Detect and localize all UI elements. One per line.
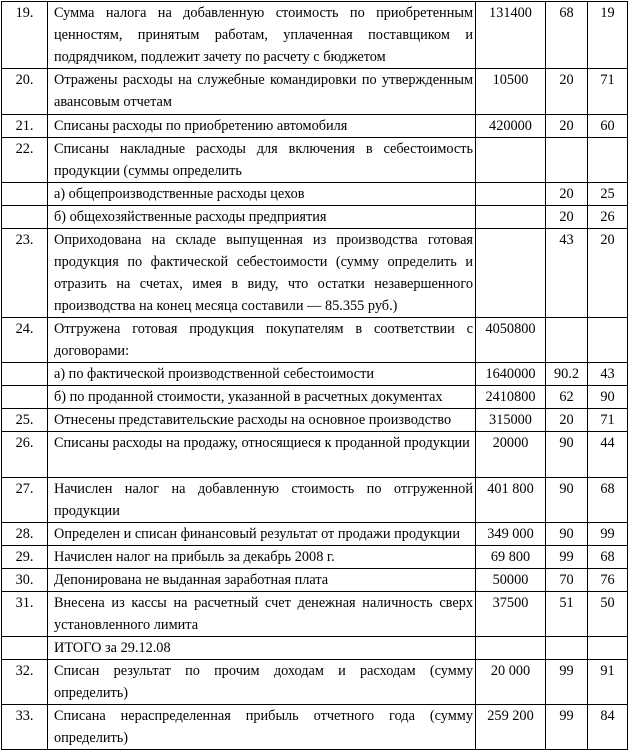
row-number: 19. (2, 2, 48, 69)
credit-account: 68 (588, 478, 628, 523)
credit-account: 84 (588, 705, 628, 750)
table-row (2, 386, 628, 409)
row-number: 31. (2, 592, 48, 637)
debit-account (546, 318, 588, 363)
operation-description: Отражены расходы на служебные командировки по утвержденным авансовым отчетам (48, 69, 476, 115)
operation-description: Определен и списан финансовый результат от продажи продукции (48, 523, 476, 546)
row-number: 32. (2, 660, 48, 705)
table-row (2, 569, 628, 592)
debit-account: 20 (546, 206, 588, 229)
credit-account: 99 (588, 523, 628, 546)
debit-account: 99 (546, 705, 588, 750)
debit-account: 99 (546, 660, 588, 705)
credit-account: 90 (588, 386, 628, 409)
table-row (2, 2, 628, 69)
row-number (2, 637, 48, 660)
table-row (2, 660, 628, 705)
total-label: ИТОГО за 29.12.08 (48, 637, 476, 660)
operation-description: Отгружена готовая продукция покупателям в соответствии с договорами: (48, 318, 476, 363)
table-row (2, 637, 628, 660)
credit-account: 25 (588, 183, 628, 206)
table-row (2, 318, 628, 363)
debit-account: 43 (546, 229, 588, 318)
table-row (2, 363, 628, 386)
credit-account (588, 138, 628, 183)
operation-amount: 131400 (476, 2, 546, 69)
debit-account: 99 (546, 546, 588, 569)
table-row (2, 229, 628, 318)
row-number: 25. (2, 409, 48, 432)
credit-account: 20 (588, 229, 628, 318)
credit-account: 68 (588, 546, 628, 569)
operation-amount: 69 800 (476, 546, 546, 569)
row-number: 29. (2, 546, 48, 569)
credit-account (588, 637, 628, 660)
table-row (2, 592, 628, 637)
debit-account: 90 (546, 478, 588, 523)
operation-amount: 4050800 (476, 318, 546, 363)
operation-description: Списаны расходы по приобретению автомобиля (48, 115, 476, 138)
operation-amount: 401 800 (476, 478, 546, 523)
debit-account (546, 138, 588, 183)
row-number: 24. (2, 318, 48, 363)
operation-amount (476, 206, 546, 229)
debit-account: 90.2 (546, 363, 588, 386)
credit-account: 43 (588, 363, 628, 386)
operation-description: Отнесены представительские расходы на основное производство (48, 409, 476, 432)
credit-account: 50 (588, 592, 628, 637)
transactions-table-body (2, 2, 628, 750)
debit-account (546, 637, 588, 660)
operation-description: б) общехозяйственные расходы предприятия (48, 206, 476, 229)
table-row (2, 432, 628, 478)
operation-amount: 20 000 (476, 660, 546, 705)
credit-account: 19 (588, 2, 628, 69)
table-row (2, 206, 628, 229)
table-row (2, 69, 628, 115)
operation-amount: 2410800 (476, 386, 546, 409)
row-number (2, 363, 48, 386)
row-number: 20. (2, 69, 48, 115)
operation-description: Внесена из кассы на расчетный счет денежная наличность сверх установленного лимита (48, 592, 476, 637)
operation-amount: 10500 (476, 69, 546, 115)
operation-amount (476, 637, 546, 660)
transactions-table (1, 1, 628, 750)
operation-description: Оприходована на складе выпущенная из производства готовая продукция по фактической себестоимости (сумму определить и отразить на счетах, имея в виду, что остатки незавершенного производства на конец месяца составили — 85.355 руб.) (48, 229, 476, 318)
operation-description: а) по фактической производственной себестоимости (48, 363, 476, 386)
operation-amount (476, 229, 546, 318)
debit-account: 90 (546, 523, 588, 546)
row-number: 26. (2, 432, 48, 478)
table-row (2, 523, 628, 546)
credit-account: 71 (588, 69, 628, 115)
operation-amount: 420000 (476, 115, 546, 138)
operation-amount: 349 000 (476, 523, 546, 546)
operation-amount: 20000 (476, 432, 546, 478)
table-row (2, 546, 628, 569)
operation-amount: 37500 (476, 592, 546, 637)
table-row (2, 183, 628, 206)
credit-account: 60 (588, 115, 628, 138)
operation-description: Списаны накладные расходы для включения в себестоимость продукции (суммы определить (48, 138, 476, 183)
row-number: 22. (2, 138, 48, 183)
operation-description: Депонирована не выданная заработная плата (48, 569, 476, 592)
operation-description: Сумма налога на добавленную стоимость по приобретенным ценностям, принятым работам, уплаченная поставщиком и подрядчиком, подлежит зачету по расчету с бюджетом (48, 2, 476, 69)
operation-description: Списан результат по прочим доходам и расходам (сумму определить) (48, 660, 476, 705)
debit-account: 20 (546, 115, 588, 138)
credit-account: 76 (588, 569, 628, 592)
row-number: 21. (2, 115, 48, 138)
operation-amount: 1640000 (476, 363, 546, 386)
table-row (2, 478, 628, 523)
operation-amount (476, 183, 546, 206)
row-number: 28. (2, 523, 48, 546)
debit-account: 20 (546, 409, 588, 432)
debit-account: 90 (546, 432, 588, 478)
row-number: 30. (2, 569, 48, 592)
debit-account: 51 (546, 592, 588, 637)
table-row (2, 115, 628, 138)
row-number: 27. (2, 478, 48, 523)
debit-account: 68 (546, 2, 588, 69)
row-number (2, 206, 48, 229)
operation-description: Начислен налог на прибыль за декабрь 2008 г. (48, 546, 476, 569)
credit-account: 26 (588, 206, 628, 229)
debit-account: 20 (546, 183, 588, 206)
table-row (2, 409, 628, 432)
table-row (2, 705, 628, 750)
operation-amount: 50000 (476, 569, 546, 592)
row-number (2, 386, 48, 409)
credit-account: 44 (588, 432, 628, 478)
credit-account: 71 (588, 409, 628, 432)
table-row (2, 138, 628, 183)
operation-description: а) общепроизводственные расходы цехов (48, 183, 476, 206)
credit-account: 91 (588, 660, 628, 705)
row-number: 33. (2, 705, 48, 750)
operation-description: Начислен налог на добавленную стоимость по отгруженной продукции (48, 478, 476, 523)
credit-account (588, 318, 628, 363)
debit-account: 70 (546, 569, 588, 592)
debit-account: 20 (546, 69, 588, 115)
debit-account: 62 (546, 386, 588, 409)
operation-amount: 315000 (476, 409, 546, 432)
operation-amount: 259 200 (476, 705, 546, 750)
row-number (2, 183, 48, 206)
operation-description: Списаны расходы на продажу, относящиеся к проданной продукции (48, 432, 476, 478)
operation-description: б) по проданной стоимости, указанной в расчетных документах (48, 386, 476, 409)
row-number: 23. (2, 229, 48, 318)
operation-amount (476, 138, 546, 183)
operation-description: Списана нераспределенная прибыль отчетного года (сумму определить) (48, 705, 476, 750)
